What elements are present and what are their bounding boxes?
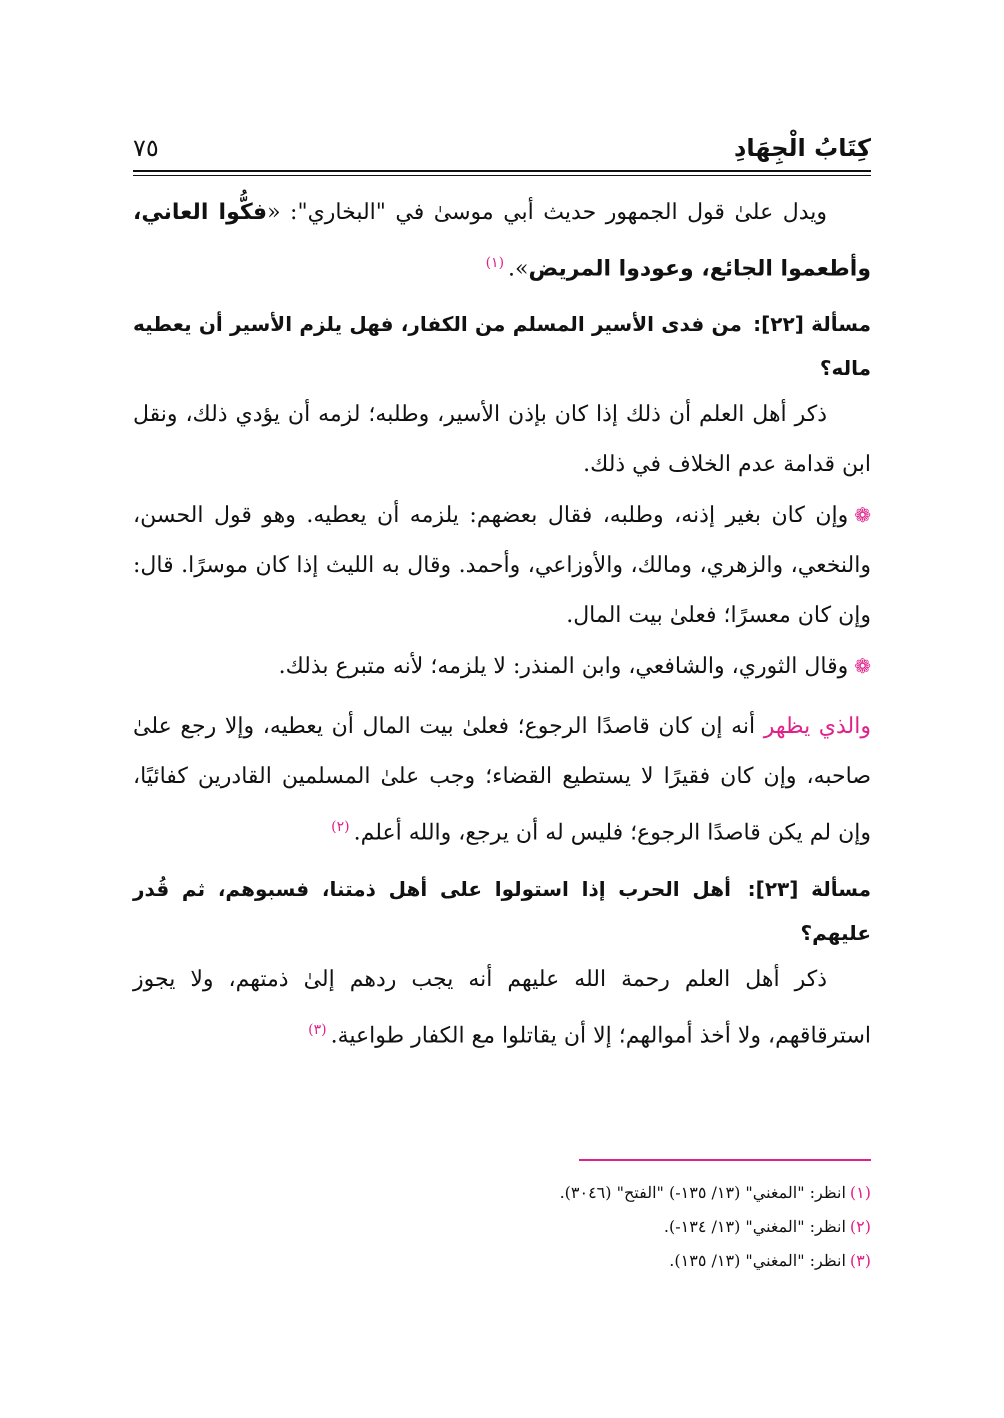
footnote-divider bbox=[579, 1159, 871, 1161]
header-rule-bottom bbox=[133, 175, 871, 176]
footnote-item: (٣) انظر: "المغني" (١٣/ ١٣٥). bbox=[669, 1251, 871, 1270]
flower-bullet-icon: ❁ bbox=[854, 654, 871, 679]
question-label: مسألة [٢٢]: bbox=[753, 312, 871, 337]
question-label: مسألة [٢٣]: bbox=[747, 876, 871, 901]
page-number: ٧٥ bbox=[133, 134, 159, 162]
book-title: كِتَابُ الْجِهَادِ bbox=[734, 134, 871, 162]
footnote-ref-1[interactable]: (١) bbox=[485, 255, 505, 271]
footnotes bbox=[133, 1176, 871, 1278]
paragraph: ذكر أهل العلم أن ذلك إذا كان بإذن الأسير، وطلبه؛ لزمه أن يؤدي ذلك، ونقل ابن قدامة عدم الخلاف في ذلك. bbox=[133, 402, 871, 478]
header-rule-top bbox=[133, 170, 871, 172]
highlight-lead: والذي يظهر bbox=[763, 714, 871, 740]
paragraph: ذكر أهل العلم رحمة الله عليهم أنه يجب ردهم إلىٰ ذمتهم، ولا يجوز استرقاقهم، ولا أخذ أموالهم؛ إلا أن يقاتلوا مع الكفار طواعية.$^{(٣)}$ bbox=[133, 966, 871, 1048]
footnote-item: (٢) انظر: "المغني" (١٣/ ١٣٤-). bbox=[663, 1217, 871, 1236]
bullet-paragraph: ❁وقال الثوري، والشافعي، وابن المنذر: لا يلزمه؛ لأنه متبرع بذلك. bbox=[278, 654, 871, 680]
flower-bullet-icon: ❁ bbox=[854, 503, 871, 528]
footnote-ref-2[interactable]: (٢) bbox=[331, 819, 350, 836]
question-text: من فدى الأسير المسلم من الكفار، فهل يلزم الأسير أن يعطيه ماله؟ bbox=[133, 312, 871, 381]
footnote-item: (١) انظر: "المغني" (١٣/ ١٣٥-) "الفتح" (٣٠٤٦). bbox=[559, 1183, 871, 1202]
question-heading-22 bbox=[133, 302, 871, 390]
bullet-paragraph: ❁وإن كان بغير إذنه، وطلبه، فقال بعضهم: يلزمه أن يعطيه. وهو قول الحسن، والنخعي، والزهري، ومالك، والأوزاعي، وأحمد. وقال به الليث إذا كان موسرًا. قال: وإن كان معسرًا؛ فعلىٰ بيت المال. bbox=[133, 503, 871, 629]
main-text bbox=[133, 188, 871, 1061]
paragraph: ويدل علىٰ قول الجمهور حديث أبي موسىٰ في "البخاري": «فكُّوا العاني، وأطعموا الجائع، وعودوا المريض».$^{(١)}$ bbox=[133, 200, 871, 282]
paragraph: والذي يظهر أنه إن كان قاصدًا الرجوع؛ فعلىٰ بيت المال أن يعطيه، وإلا رجع علىٰ صاحبه، وإن كان فقيرًا لا يستطيع القضاء؛ وجب علىٰ المسلمين القادرين كفائيًا، وإن لم يكن قاصدًا الرجوع؛ فليس له أن يرجع، والله أعلم.$^{(٢)}$ bbox=[133, 714, 871, 846]
question-heading-23 bbox=[133, 867, 871, 955]
footnote-ref-3[interactable]: (٣) bbox=[308, 1021, 327, 1038]
hadith-quote: فكُّوا العاني، وأطعموا الجائع، وعودوا المريض bbox=[133, 200, 871, 282]
question-text: أهل الحرب إذا استولوا على أهل ذمتنا، فسبوهم، ثم قُدر عليهم؟ bbox=[133, 876, 871, 945]
page-header bbox=[133, 126, 871, 170]
